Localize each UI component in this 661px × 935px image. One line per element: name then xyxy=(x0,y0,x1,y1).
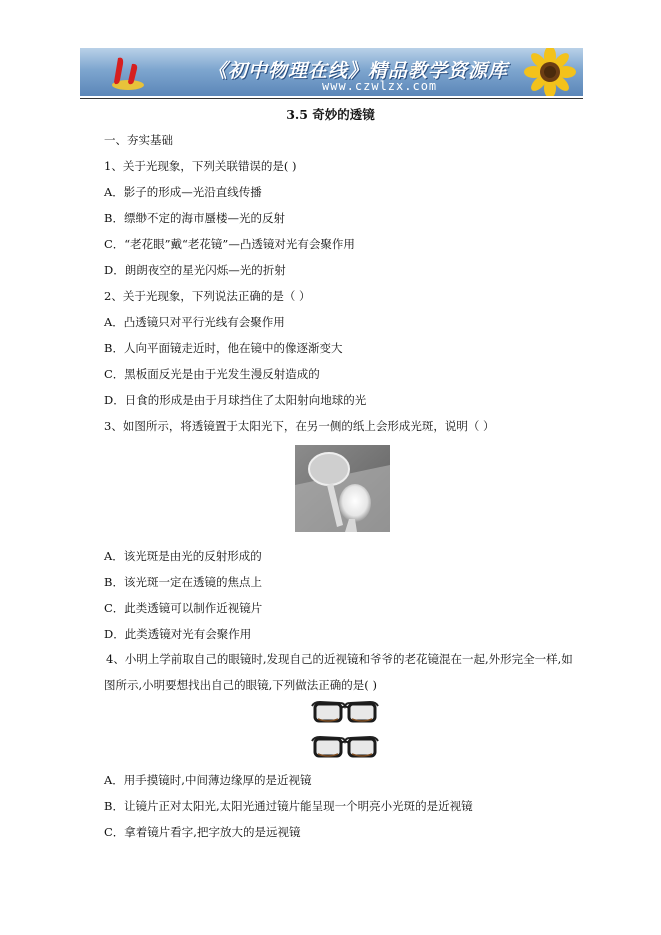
banner-title: 《初中物理在线》精品教学资源库 xyxy=(208,60,509,82)
header-divider xyxy=(80,98,583,99)
glasses-icon xyxy=(310,733,380,761)
question-3-stem: 3、如图所示，将透镜置于太阳光下，在另一侧的纸上会形成光斑，说明（ ） xyxy=(104,419,495,433)
banner-url: www.czwlzx.com xyxy=(322,79,438,93)
question-3-option-a: A．该光斑是由光的反射形成的 xyxy=(104,549,262,563)
question-4-option-a: A．用手摸镜时,中间薄边缘厚的是近视镜 xyxy=(104,773,312,787)
question-2-stem: 2、关于光现象，下列说法正确的是（ ） xyxy=(104,289,311,303)
logo-icon xyxy=(110,54,146,92)
question-2-option-c: C．黑板面反光是由于光发生漫反射造成的 xyxy=(104,367,320,381)
lens-sunlight-figure xyxy=(295,445,390,532)
section-heading: 一、夯实基础 xyxy=(104,133,173,147)
question-3-option-b: B．该光斑一定在透镜的焦点上 xyxy=(104,575,262,589)
question-1-option-a: A．影子的形成—光沿直线传播 xyxy=(104,185,262,199)
question-1-option-b: B．缥缈不定的海市蜃楼—光的反射 xyxy=(104,211,285,225)
question-3-option-c: C．此类透镜可以制作近视镜片 xyxy=(104,601,263,615)
question-4-option-b: B．让镜片正对太阳光,太阳光通过镜片能呈现一个明亮小光斑的是近视镜 xyxy=(104,799,473,813)
question-4-stem: 4、小明上学前取自己的眼镜时,发现自己的近视镜和爷爷的老花镜混在一起,外形完全一样,如图所示,小明要想找出自己的眼镜,下列做法正确的是( ) xyxy=(104,652,573,692)
sunflower-icon xyxy=(514,48,583,96)
question-2-option-b: B．人向平面镜走近时，他在镜中的像逐渐变大 xyxy=(104,341,343,355)
question-1-option-c: C．“老花眼”戴“老花镜”—凸透镜对光有会聚作用 xyxy=(104,237,355,251)
question-1-option-d: D．朗朗夜空的星光闪烁—光的折射 xyxy=(104,263,286,277)
question-2-option-a: A．凸透镜只对平行光线有会聚作用 xyxy=(104,315,285,329)
question-1-stem: 1、关于光现象，下列关联错误的是( ) xyxy=(104,159,297,173)
document-title: 3.5 奇妙的透镜 xyxy=(286,107,375,122)
question-3-option-d: D．此类透镜对光有会聚作用 xyxy=(104,627,252,641)
header-banner xyxy=(80,48,583,96)
question-2-option-d: D．日食的形成是由于月球挡住了太阳射向地球的光 xyxy=(104,393,367,407)
question-4-option-c: C．拿着镜片看字,把字放大的是远视镜 xyxy=(104,825,301,839)
glasses-icon xyxy=(310,698,380,726)
